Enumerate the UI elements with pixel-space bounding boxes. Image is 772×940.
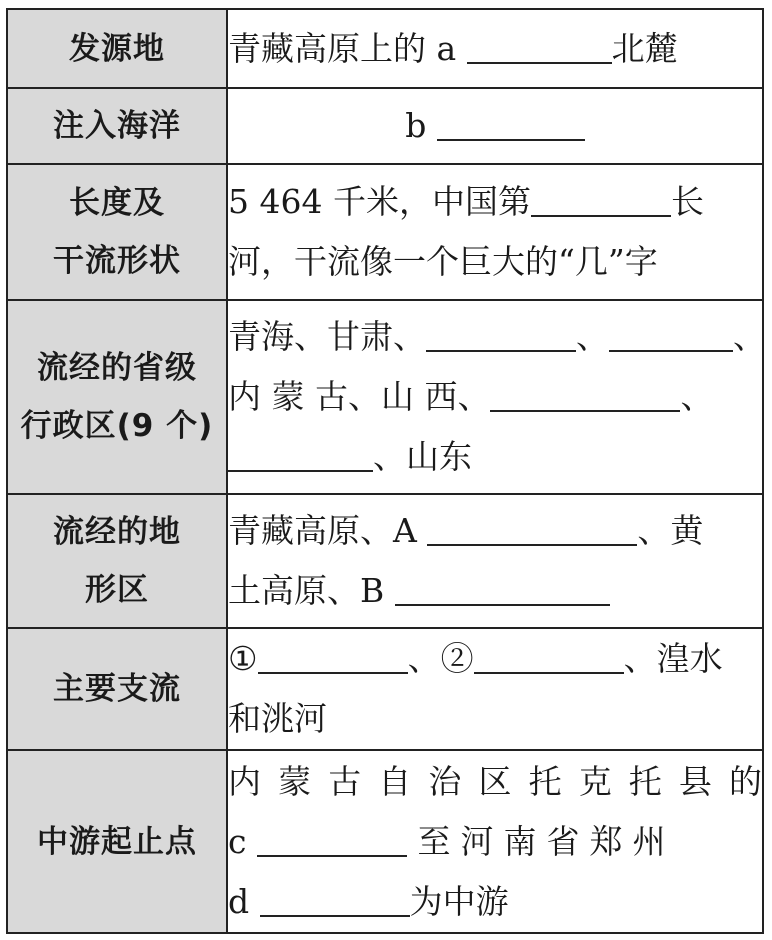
text-segment: 北麓: [611, 28, 678, 68]
table-row: [7, 494, 763, 628]
text-segment: 青海、甘肃、: [228, 317, 426, 356]
answer-blank-province-4[interactable]: [228, 434, 373, 472]
header-text: 干流形状: [53, 243, 181, 279]
text-segment: c: [228, 821, 247, 861]
table-row: [7, 9, 763, 88]
text-segment: 青藏高原、A: [228, 511, 417, 550]
text-segment: 、黄: [637, 511, 704, 550]
row-content-midstream: [227, 750, 763, 933]
answer-blank-tributary-1[interactable]: [258, 636, 408, 674]
text-segment: 至河南省郑州: [417, 821, 676, 861]
row-header-landforms: [7, 494, 227, 628]
header-text: 发源地: [69, 30, 165, 67]
text-segment: 、: [733, 317, 766, 356]
table-row: [7, 88, 763, 164]
text-segment: 、②: [407, 639, 474, 678]
header-text: 中游起止点: [37, 823, 197, 860]
text-segment: 内 蒙 古、山 西、: [228, 377, 491, 416]
table-row: [7, 628, 763, 750]
row-header-length: [7, 164, 227, 300]
text-segment: 河，干流像一个巨大的“几”字: [228, 242, 658, 281]
header-text: 流经的省级: [37, 350, 197, 386]
answer-blank-rank[interactable]: [531, 179, 671, 217]
answer-blank-d[interactable]: [260, 879, 410, 917]
text-segment: b: [405, 106, 427, 145]
river-facts-table: [6, 8, 764, 934]
text-segment: 、: [680, 377, 714, 416]
answer-blank-B[interactable]: [395, 568, 610, 606]
text-segment: 和洮河: [228, 699, 327, 738]
answer-blank-province-3[interactable]: [490, 374, 680, 412]
text-segment: 内蒙古自治区托克托县的: [228, 761, 762, 801]
answer-blank-tributary-2[interactable]: [474, 636, 624, 674]
text-segment: d: [228, 881, 250, 921]
answer-blank-b[interactable]: [437, 103, 585, 141]
text-segment: 土高原、B: [228, 571, 385, 610]
text-segment: 为中游: [409, 881, 509, 921]
row-content-provinces: [227, 300, 766, 494]
row-header-source: [7, 9, 227, 88]
table-row: [7, 750, 763, 933]
header-text: 注入海洋: [53, 108, 181, 144]
header-text: 主要支流: [53, 671, 181, 707]
header-text: 流经的地: [53, 514, 181, 550]
text-segment: 青藏高原上的 a: [228, 28, 457, 68]
row-content-ocean: [227, 88, 763, 164]
header-text: 长度及: [69, 185, 165, 221]
row-content-length: [227, 164, 763, 300]
answer-blank-a[interactable]: [467, 26, 612, 64]
row-header-ocean: [7, 88, 227, 164]
header-text: 形区: [85, 572, 149, 608]
text-segment: 长: [670, 182, 704, 221]
row-content-source: [227, 9, 763, 88]
answer-blank-A[interactable]: [427, 508, 637, 546]
answer-blank-province-2[interactable]: [609, 314, 733, 352]
row-header-midstream: [7, 750, 227, 933]
row-content-tributaries: [227, 628, 763, 750]
answer-blank-province-1[interactable]: [426, 314, 576, 352]
answer-blank-c[interactable]: [257, 819, 407, 857]
row-header-tributaries: [7, 628, 227, 750]
text-segment: 、山东: [373, 437, 472, 476]
table-row: [7, 300, 763, 494]
header-text: 行政区(9 个): [20, 408, 214, 444]
table-row: [7, 164, 763, 300]
row-content-landforms: [227, 494, 763, 628]
text-segment: 、: [576, 317, 609, 356]
text-segment: 5 464 千米，中国第: [228, 182, 531, 221]
text-segment: ①: [228, 639, 258, 678]
row-header-provinces: [7, 300, 227, 494]
text-segment: 、湟水: [623, 639, 723, 678]
